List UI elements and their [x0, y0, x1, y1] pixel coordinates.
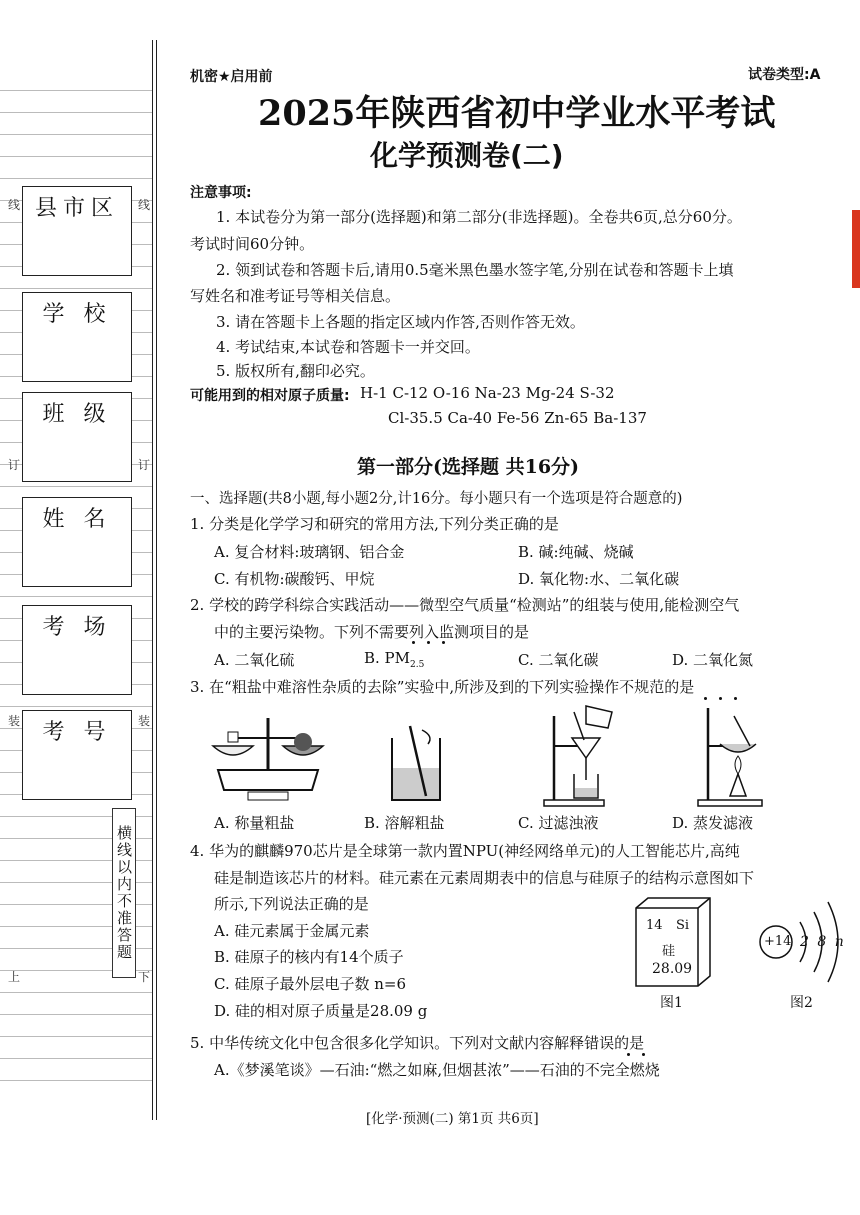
field-class-input[interactable] — [22, 437, 132, 482]
balance-scale-figure — [208, 708, 328, 804]
q1-stem: 1. 分类是化学学习和研究的常用方法,下列分类正确的是 — [190, 515, 559, 533]
q1-option-b[interactable]: B. 碱:纯碱、烧碱 — [518, 543, 634, 561]
atom-nucleus: +14 — [764, 934, 792, 949]
q3-option-b[interactable]: B. 溶解粗盐 — [364, 814, 445, 832]
q2-option-b[interactable]: B. $PM_{2.5}$ — [364, 649, 425, 670]
q4-option-c[interactable]: C. 硅原子最外层电子数 n=6 — [214, 975, 407, 993]
note-line: 4. 考试结束,本试卷和答题卡一并交回。 — [216, 338, 480, 356]
page-edge-tab — [852, 210, 860, 288]
beaker-stirring-figure — [382, 716, 452, 806]
field-name-label: 姓 名 — [22, 497, 132, 543]
binding-mark: 线 — [138, 198, 151, 212]
note-line: 5. 版权所有,翻印必究。 — [216, 362, 375, 380]
q4-stem-line3: 所示,下列说法正确的是 — [214, 895, 369, 913]
atomic-mass-line1: H-1 C-12 O-16 Na-23 Mg-24 S-32 — [360, 384, 615, 402]
element-symbol: Si — [676, 918, 690, 933]
evaporation-figure — [694, 704, 774, 808]
binding-mark: 装 — [8, 714, 21, 728]
q2-stem-line1: 2. 学校的跨学科综合实践活动——微型空气质量“检测站”的组装与使用,能检测空气 — [190, 596, 740, 614]
section-title: 一、选择题(共8小题,每小题2分,计16分。每小题只有一个选项是符合题意的) — [190, 491, 683, 507]
q3-option-a[interactable]: A. 称量粗盐 — [214, 814, 295, 832]
q4-option-a[interactable]: A. 硅元素属于金属元素 — [214, 922, 370, 940]
q2-stem-line2: 中的主要污染物。下列不需要列入监测项目的是 — [214, 623, 530, 641]
q3-option-c[interactable]: C. 过滤浊液 — [518, 814, 599, 832]
field-room-input[interactable] — [22, 650, 132, 695]
page-footer: [化学·预测(二) 第1页 共6页] — [366, 1111, 539, 1127]
field-class-label: 班 级 — [22, 392, 132, 438]
binding-line-inner — [156, 40, 157, 1120]
binding-mark: 装 — [138, 714, 151, 728]
page-title: 2025年陕西省初中学业水平考试 — [258, 93, 776, 134]
figure1-label: 图1 — [660, 995, 683, 1011]
q4-stem-line1: 4. 华为的麒麟970芯片是全球第一款内置NPU(神经网络单元)的人工智能芯片,高纯 — [190, 842, 740, 860]
note-line: 考试时间60分钟。 — [190, 235, 315, 253]
q5-stem: 5. 中华传统文化中包含很多化学知识。下列对文献内容解释错误的是 — [190, 1034, 645, 1052]
q5-option-a[interactable]: A.《梦溪笔谈》—石油:“燃之如麻,但烟甚浓”——石油的不完全燃烧 — [214, 1061, 660, 1079]
note-line: 3. 请在答题卡上各题的指定区域内作答,否则作答无效。 — [216, 313, 585, 331]
binding-mark: 下 — [138, 970, 151, 984]
q4-option-b[interactable]: B. 硅原子的核内有14个质子 — [214, 948, 404, 966]
element-number: 14 — [646, 918, 663, 933]
q4-option-d[interactable]: D. 硅的相对原子质量是28.09 g — [214, 1002, 428, 1020]
filtration-figure — [540, 704, 620, 808]
atomic-mass-line2: Cl-35.5 Ca-40 Fe-56 Zn-65 Ba-137 — [388, 409, 647, 427]
field-school-label: 学 校 — [22, 292, 132, 338]
field-examno-label: 考 号 — [22, 710, 132, 756]
field-county-label: 县市区 — [22, 186, 132, 232]
no-answer-notice: 横线以内不准答题 — [112, 808, 136, 978]
q3-option-d[interactable]: D. 蒸发滤液 — [672, 814, 754, 832]
q1-option-c[interactable]: C. 有机物:碳酸钙、甲烷 — [214, 570, 375, 588]
q2-option-d[interactable]: D. 二氧化氮 — [672, 651, 754, 669]
q2-option-a[interactable]: A. 二氧化硫 — [214, 651, 295, 669]
note-line: 写姓名和准考证号等相关信息。 — [190, 287, 401, 305]
figure2-label: 图2 — [790, 995, 813, 1011]
binding-line-outer — [152, 40, 153, 1120]
binding-mark: 订 — [8, 458, 21, 472]
element-name: 硅 — [662, 944, 676, 959]
page-subtitle: 化学预测卷(二) — [370, 139, 564, 172]
atom-shells: 2 8 n — [800, 934, 846, 950]
atomic-mass-label: 可能用到的相对原子质量: — [190, 388, 350, 404]
q3-stem: 3. 在“粗盐中难溶性杂质的去除”实验中,所涉及到的下列实验操作不规范的是 — [190, 678, 695, 696]
field-examno-input[interactable] — [22, 755, 132, 800]
note-line: 2. 领到试卷和答题卡后,请用0.5毫米黑色墨水签字笔,分别在试卷和答题卡上填 — [216, 261, 734, 279]
q1-option-a[interactable]: A. 复合材料:玻璃钢、铝合金 — [214, 543, 405, 561]
field-room-label: 考 场 — [22, 605, 132, 651]
binding-mark: 订 — [138, 458, 151, 472]
field-school-input[interactable] — [22, 337, 132, 382]
q1-option-d[interactable]: D. 氧化物:水、二氧化碳 — [518, 570, 680, 588]
element-mass: 28.09 — [652, 961, 693, 977]
binding-mark: 上 — [8, 970, 21, 984]
q4-stem-line2: 硅是制造该芯片的材料。硅元素在元素周期表中的信息与硅原子的结构示意图如下 — [214, 869, 755, 887]
field-county-input[interactable] — [22, 231, 132, 276]
binding-mark: 线 — [8, 198, 21, 212]
confidential-label: 机密★启用前 — [190, 69, 273, 85]
paper-type: 试卷类型:A — [748, 67, 821, 83]
note-line: 1. 本试卷分为第一部分(选择题)和第二部分(非选择题)。全卷共6页,总分60分。 — [216, 208, 742, 226]
field-name-input[interactable] — [22, 542, 132, 587]
part1-title: 第一部分(选择题 共16分) — [357, 456, 580, 478]
q2-option-c[interactable]: C. 二氧化碳 — [518, 651, 599, 669]
notes-heading: 注意事项: — [190, 185, 252, 201]
